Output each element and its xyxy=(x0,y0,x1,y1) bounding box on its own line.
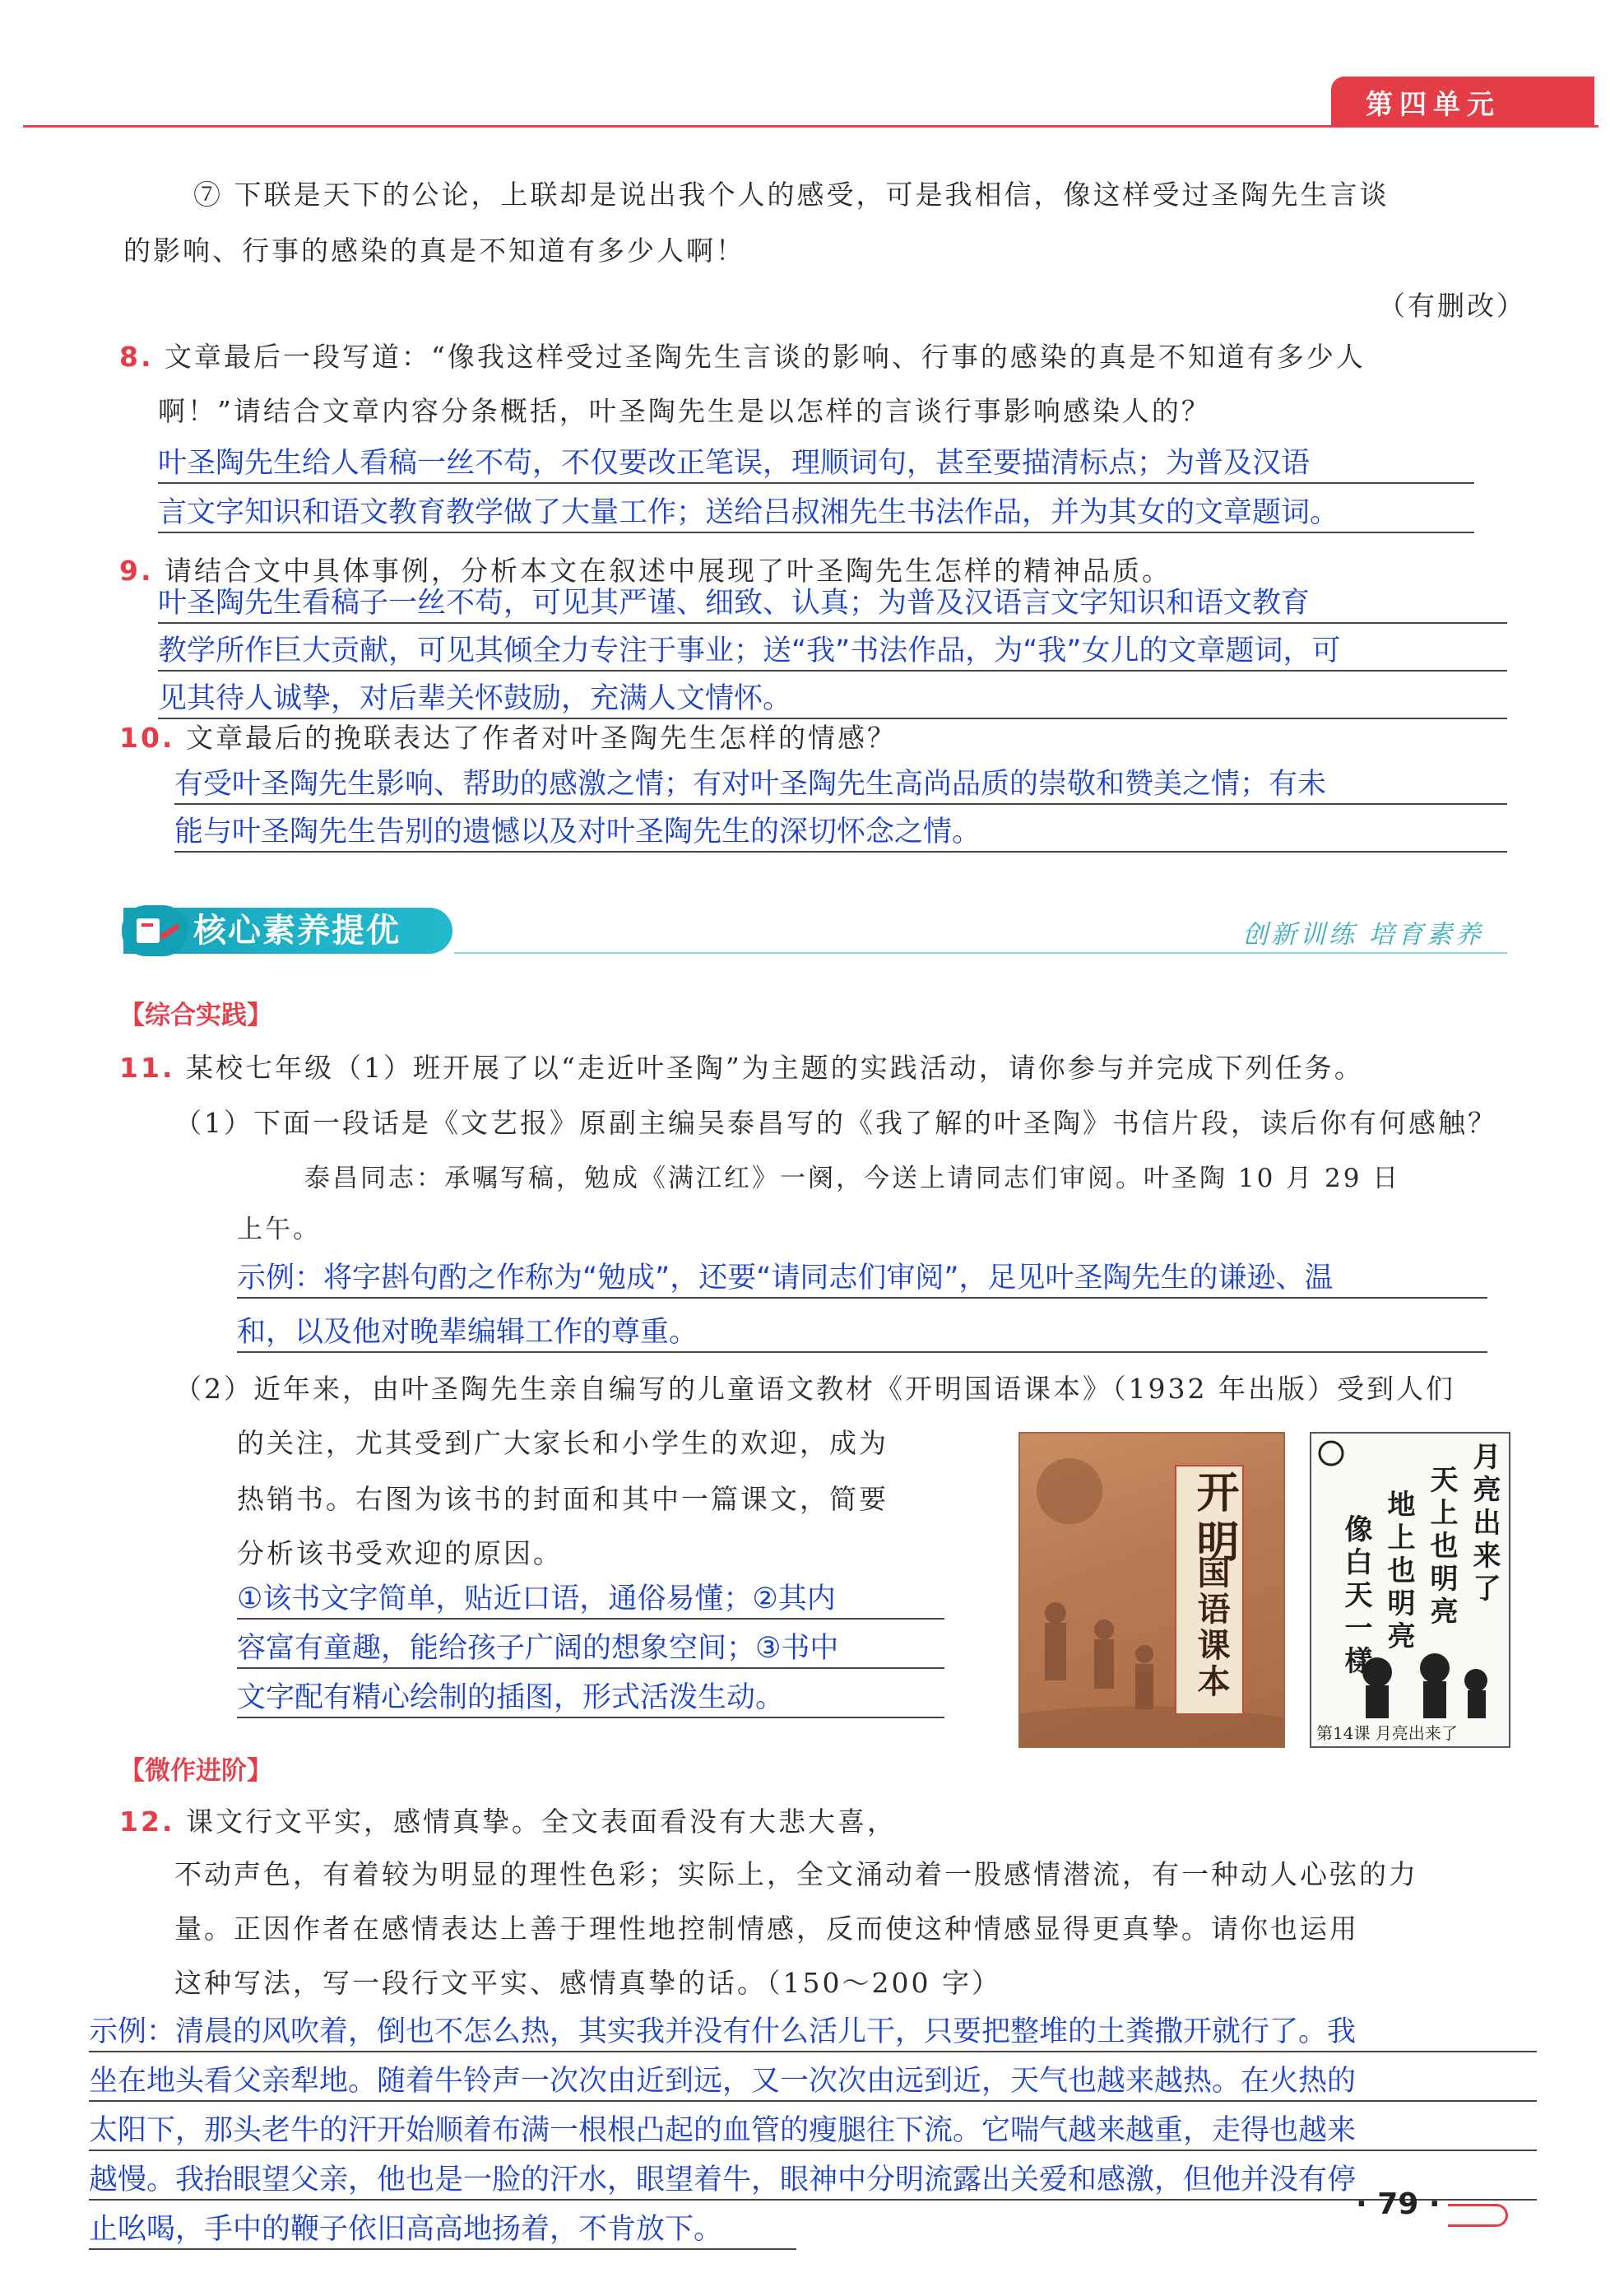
answer-8-line2: 言文字知识和语文教育教学做了大量工作；送给吕叔湘先生书法作品，并为其女的文章题词。 xyxy=(158,494,1474,533)
answer-11-2-line2: 容富有童趣，能给孩子广阔的想象空间；③书中 xyxy=(237,1629,944,1669)
passage-note: （有删改） xyxy=(1378,290,1526,322)
question-text: 请结合文中具体事例，分析本文在叙述中展现了叶圣陶先生怎样的精神品质。 xyxy=(165,555,1172,587)
quote-line1: 泰昌同志：承嘱写稿，勉成《满江红》一阕，今送上请同志们审阅。叶圣陶 10 月 29 日 xyxy=(304,1164,1401,1193)
question-11-sub2-line3: 热销书。右图为该书的封面和其中一篇课文，简要 xyxy=(237,1483,889,1515)
question-number: 12. xyxy=(119,1806,175,1838)
question-11 xyxy=(119,1050,1364,1086)
question-12-line4: 这种写法，写一段行文平实、感情真挚的话。（150～200 字） xyxy=(174,1967,1001,1999)
tag-writing: 【微作进阶】 xyxy=(119,1756,272,1786)
question-text: 文章最后一段写道：“像我这样受过圣陶先生言谈的影响、行事的感染的真是不知道有多少人 xyxy=(165,341,1366,373)
section-banner-rule xyxy=(454,952,1507,954)
passage-para7-line2: 的影响、行事的感染的真是不知道有多少人啊！ xyxy=(123,235,745,267)
question-12 xyxy=(119,1804,897,1840)
question-11-sub2-line1: （2）近年来，由叶圣陶先生亲自编写的儿童语文教材《开明国语课本》（1932 年出版）受到人们 xyxy=(174,1373,1455,1405)
book-icon xyxy=(122,905,188,956)
page-arrow-icon xyxy=(1448,2204,1508,2227)
lesson-text-col4: 像白天一樣 xyxy=(1339,1514,1372,1679)
answer-11-1-line1: 示例：将字斟句酌之作称为“勉成”，还要“请同志们审阅”，足见叶圣陶先生的谦逊、温 xyxy=(237,1259,1487,1299)
passage-para7-line1: ⑦ 下联是天下的公论，上联却是说出我个人的感受，可是我相信，像这样受过圣陶先生言谈 xyxy=(193,179,1390,211)
lesson-text-col1: 月亮出来了 xyxy=(1468,1442,1501,1606)
question-8 xyxy=(119,339,1366,375)
lesson-text-col3: 地上也明亮 xyxy=(1382,1490,1415,1654)
answer-12-line4: 越慢。我抬眼望父亲，他也是一脸的汗水，眼望着牛，眼神中分明流露出关爱和感激，但他并没有停 xyxy=(89,2161,1537,2201)
answer-11-1-line2: 和，以及他对晚辈编辑工作的尊重。 xyxy=(237,1313,1487,1353)
book-cover-title1: 开明 xyxy=(1189,1470,1239,1569)
question-number: 8. xyxy=(119,341,154,373)
book-cover-title2: 国语课本 xyxy=(1192,1555,1231,1700)
question-text: 课文行文平实，感情真挚。全文表面看没有大悲大喜， xyxy=(185,1806,897,1838)
section-icon xyxy=(122,905,188,956)
question-number: 10. xyxy=(119,722,175,754)
lesson-text-col2: 天上也明亮 xyxy=(1425,1465,1458,1629)
answer-10-line1: 有受叶圣陶先生影响、帮助的感激之情；有对叶圣陶先生高尚品质的崇敬和赞美之情；有未 xyxy=(174,765,1507,805)
answer-12-line5: 止吆喝，手中的鞭子依旧高高地扬着，不肯放下。 xyxy=(89,2210,796,2250)
answer-11-2-line3: 文字配有精心绘制的插图，形式活泼生动。 xyxy=(237,1679,944,1718)
question-11-sub2-line4: 分析该书受欢迎的原因。 xyxy=(237,1537,563,1569)
tag-practice: 【综合实践】 xyxy=(119,1001,272,1030)
question-text: 文章最后的挽联表达了作者对叶圣陶先生怎样的情感？ xyxy=(185,722,897,754)
answer-12-line1: 示例：清晨的风吹着，倒也不怎么热，其实我并没有什么活儿干，只要把整堆的土粪撒开就行了。我 xyxy=(89,2013,1537,2052)
question-number: 9. xyxy=(119,555,154,587)
question-12-line2: 不动声色，有着较为明显的理性色彩；实际上，全文涌动着一股感情潜流，有一种动人心弦的力 xyxy=(174,1858,1418,1890)
question-text: 某校七年级（1）班开展了以“走近叶圣陶”为主题的实践活动，请你参与并完成下列任务。 xyxy=(185,1052,1364,1084)
question-12-line3: 量。正因作者在感情表达上善于理性地控制情感，反而使这种情感显得更真挚。请你也运用 xyxy=(174,1913,1359,1945)
section-title: 核心素养提优 xyxy=(193,912,401,950)
question-8-line2: 啊！”请结合文章内容分条概括，叶圣陶先生是以怎样的言谈行事影响感染人的？ xyxy=(158,395,1211,427)
question-number: 11. xyxy=(119,1052,175,1084)
section-subtitle: 创新训练 培育素养 xyxy=(1242,920,1484,950)
quote-line2: 上午。 xyxy=(237,1215,321,1244)
answer-9-line1: 叶圣陶先生看稿子一丝不苟，可见其严谨、细致、认真；为普及汉语言文字知识和语文教育 xyxy=(158,584,1507,624)
answer-8-line1: 叶圣陶先生给人看稿一丝不苟，不仅要改正笔误，理顺词句，甚至要描清标点；为普及汉语 xyxy=(158,444,1474,484)
answer-12-line3: 太阳下，那头老牛的汗开始顺着布满一根根凸起的血管的瘦腿往下流。它喘气越来越重，走得也越来 xyxy=(89,2112,1537,2151)
answer-10-line2: 能与叶圣陶先生告别的遗憾以及对叶圣陶先生的深切怀念之情。 xyxy=(174,813,1507,853)
lesson-caption: 第14课 月亮出来了 xyxy=(1316,1723,1458,1743)
answer-9-line3: 见其待人诚挚，对后辈关怀鼓励，充满人文情怀。 xyxy=(158,680,1507,719)
question-11-sub2-line2: 的关注，尤其受到广大家长和小学生的欢迎，成为 xyxy=(237,1427,889,1459)
answer-9-line2: 教学所作巨大贡献，可见其倾全力专注于事业；送“我”书法作品，为“我”女儿的文章题词，可 xyxy=(158,632,1507,672)
page-number: · 79 · xyxy=(1356,2187,1441,2221)
book-cover-image xyxy=(1018,1432,1285,1748)
answer-12-line2: 坐在地头看父亲犁地。随着牛铃声一次次由近到远，又一次次由远到近，天气也越来越热。在火热的 xyxy=(89,2062,1537,2102)
question-11-sub1: （1）下面一段话是《文艺报》原副主编吴泰昌写的《我了解的叶圣陶》书信片段，读后你有何感触？ xyxy=(174,1107,1497,1139)
answer-11-2-line1: ①该书文字简单，贴近口语，通俗易懂；②其内 xyxy=(237,1580,944,1620)
unit-title: 第四单元 xyxy=(1366,88,1501,120)
question-10 xyxy=(119,720,897,756)
